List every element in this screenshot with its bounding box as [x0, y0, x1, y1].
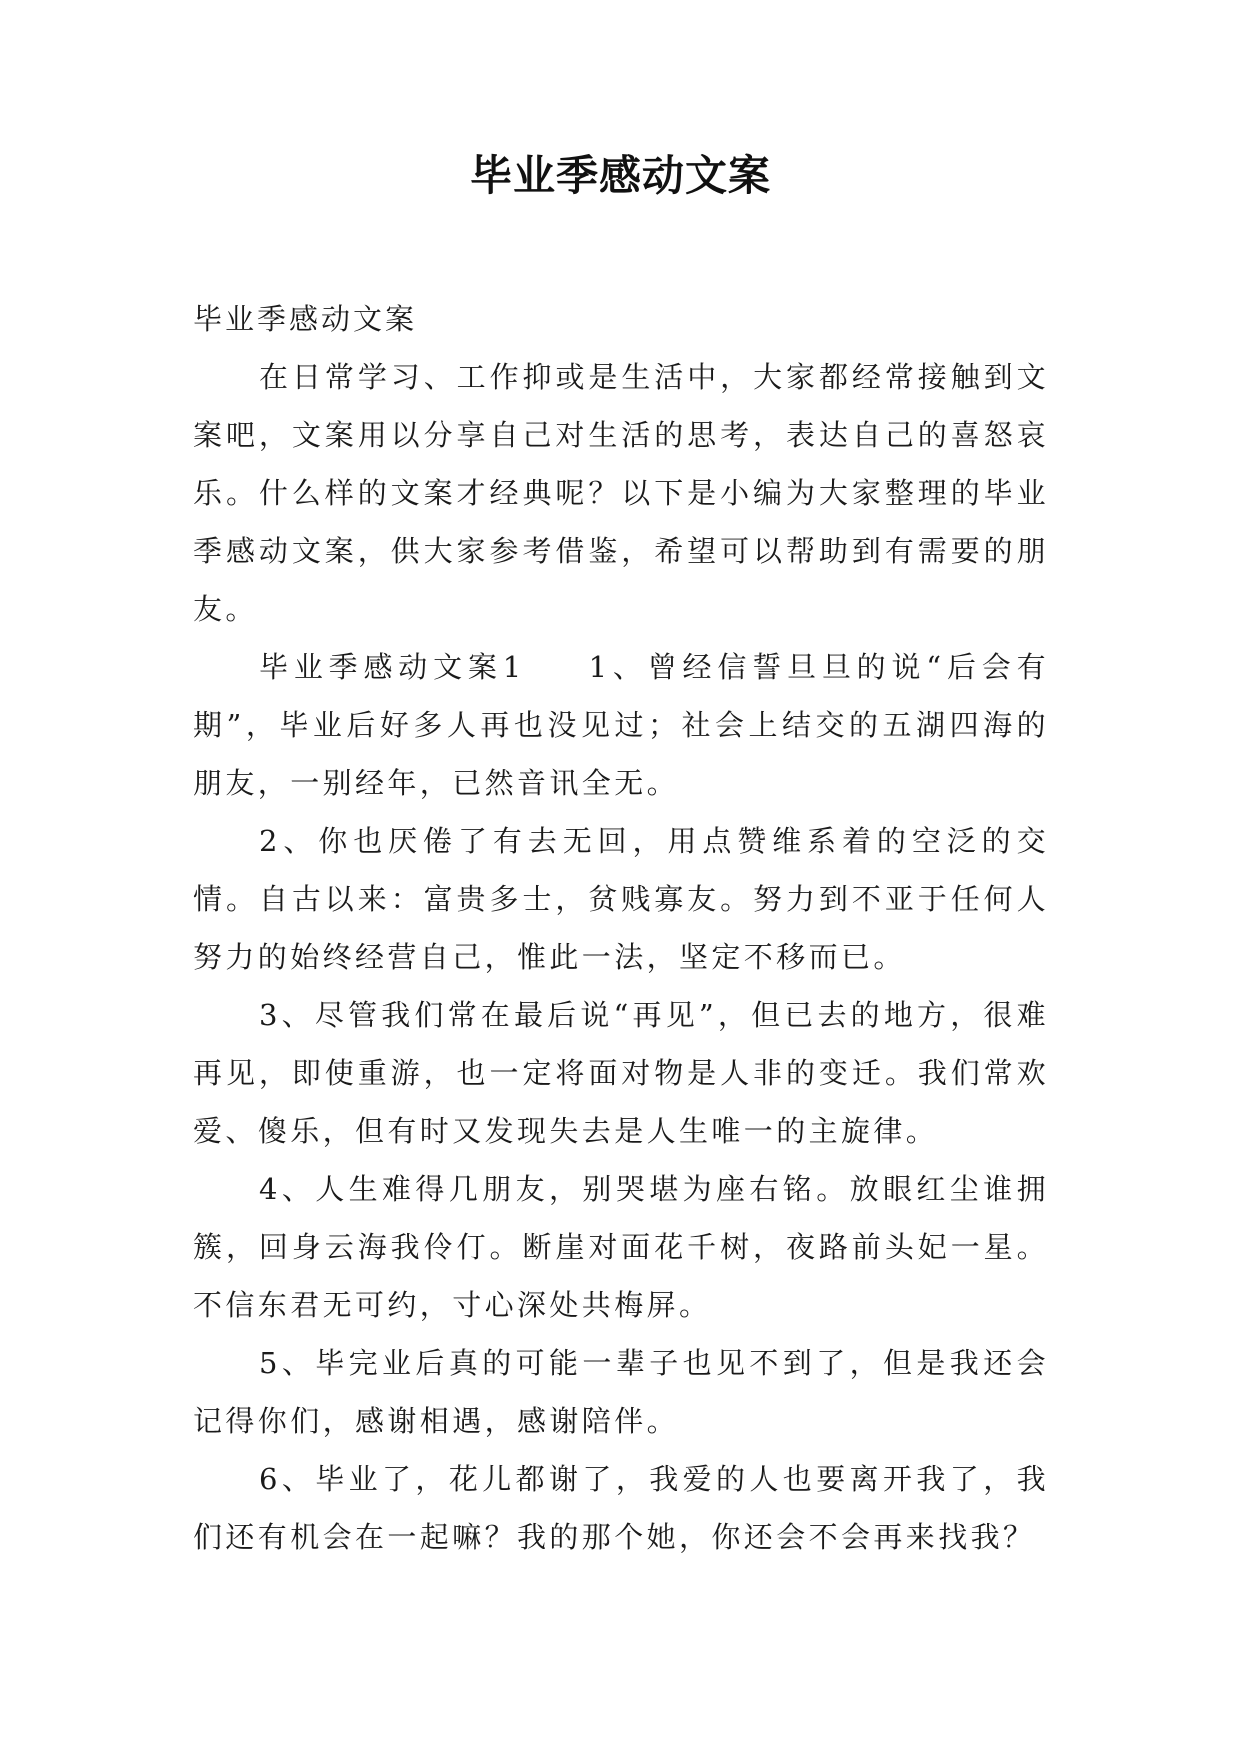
item-6: 6、毕业了，花儿都谢了，我爱的人也要离开我了，我们还有机会在一起嘛？我的那个她，你还会不会再来找我？: [193, 1462, 1049, 1554]
document-subtitle: 毕业季感动文案: [193, 302, 418, 336]
intro-paragraph: 在日常学习、工作抑或是生活中，大家都经常接触到文案吧，文案用以分享自己对生活的思考，表达自己的喜怒哀乐。什么样的文案才经典呢？以下是小编为大家整理的毕业季感动文案，供大家参考借鉴，希望可以帮助到有需要的朋友。: [193, 360, 1049, 626]
item-2: 2、你也厌倦了有去无回，用点赞维系着的空泛的交情。自古以来：富贵多士，贫贱寡友。努力到不亚于任何人努力的始终经营自己，惟此一法，坚定不移而已。: [193, 824, 1049, 974]
item-5: 5、毕完业后真的可能一辈子也见不到了，但是我还会记得你们，感谢相遇，感谢陪伴。: [193, 1346, 1049, 1438]
document-body: [193, 290, 1049, 1566]
item-4: 4、人生难得几朋友，别哭堪为座右铭。放眼红尘谁拥簇，回身云海我伶仃。断崖对面花千树，夜路前头妃一星。不信东君无可约，寸心深处共梅屏。: [193, 1172, 1049, 1322]
document-title: 毕业季感动文案: [469, 151, 771, 200]
section-heading: 毕业季感动文案1: [259, 650, 525, 684]
item-3: 3、尽管我们常在最后说“再见”，但已去的地方，很难再见，即使重游，也一定将面对物是人非的变迁。我们常欢爱、傻乐，但有时又发现失去是人生唯一的主旋律。: [193, 998, 1049, 1148]
section-paragraph-1: [193, 638, 1049, 812]
item-1: 1、曾经信誓旦旦的说“后会有期”，毕业后好多人再也没见过；社会上结交的五湖四海的朋友，一别经年，已然音讯全无。: [193, 650, 1049, 800]
